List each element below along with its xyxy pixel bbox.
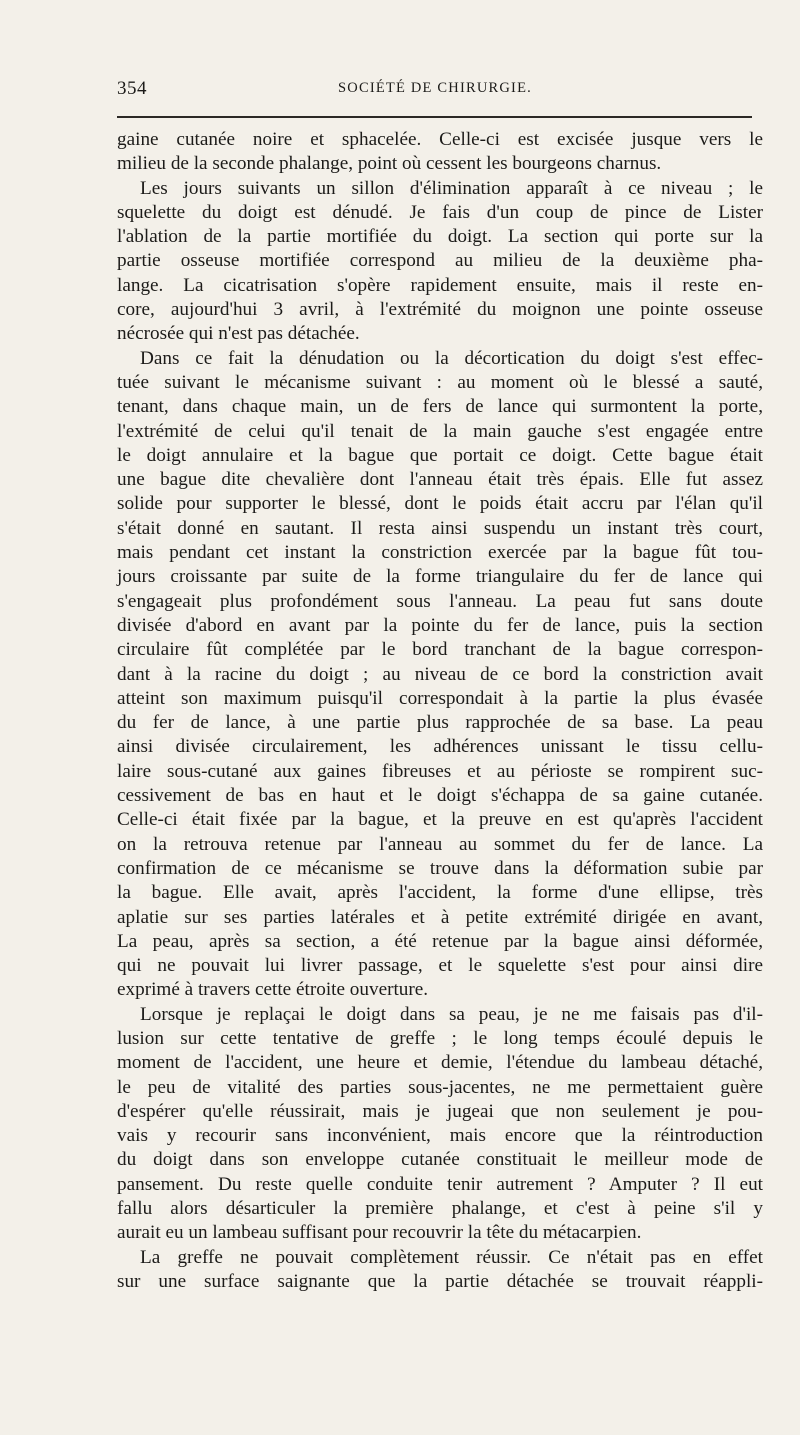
running-head [117, 78, 753, 102]
text-line: core, aujourd'hui 3 avril, à l'extrémité du moignon une pointe osseuse [117, 299, 763, 321]
text-line: aurait eu un lambeau suffisant pour recouvrir la tête du métacarpien. [117, 1222, 642, 1244]
text-line: cessivement de bas en haut et le doigt s'échappa de sa gaine cutanée. [117, 785, 763, 807]
text-line: nécrosée qui n'est pas détachée. [117, 323, 360, 345]
page-number: 354 [117, 78, 147, 99]
text-line: lusion sur cette tentative de greffe ; le long temps écoulé depuis le [117, 1027, 763, 1049]
text-line: mais pendant cet instant la constriction exercée par la bague fût tou- [117, 542, 763, 564]
text-line: partie osseuse mortifiée correspond au milieu de la deuxième pha- [117, 250, 763, 272]
text-line: solide pour supporter le blessé, dont le poids était accru par l'élan qu'il [117, 493, 763, 515]
text-line: Les jours suivants un sillon d'élimination apparaît à ce niveau ; le [140, 177, 763, 199]
text-line: une bague dite chevalière dont l'anneau était très épais. Elle fut assez [117, 469, 763, 491]
text-line: divisée d'abord en avant par la pointe du fer de lance, puis la section [117, 614, 763, 636]
text-line: fallu alors désarticuler la première phalange, et c'est à peine s'il y [117, 1198, 763, 1220]
running-title: SOCIÉTÉ DE CHIRURGIE. [338, 80, 532, 96]
text-line: tenant, dans chaque main, un de fers de lance qui surmontent la porte, [117, 396, 763, 418]
text-line: Lorsque je replaçai le doigt dans sa peau, je ne me faisais pas d'il- [140, 1003, 763, 1025]
text-line: confirmation de ce mécanisme se trouve dans la déformation subie par [117, 857, 763, 879]
text-line: vais y recourir sans inconvénient, mais encore que la réintroduction [117, 1125, 763, 1147]
text-line: tuée suivant le mécanisme suivant : au moment où le blessé a sauté, [117, 371, 763, 393]
text-line: la bague. Elle avait, après l'accident, la forme d'une ellipse, très [117, 882, 763, 904]
text-line: s'était donné en sautant. Il resta ainsi suspendu un instant très court, [117, 517, 763, 539]
text-line: l'ablation de la partie mortifiée du doigt. La section qui porte sur la [117, 226, 763, 248]
text-line: laire sous-cutané aux gaines fibreuses et au périoste se rompirent suc- [117, 760, 763, 782]
body-text [117, 128, 763, 1294]
text-line: Celle-ci était fixée par la bague, et la preuve en est qu'après l'accident [117, 809, 763, 831]
text-line: jours croissante par suite de la forme triangulaire du fer de lance qui [117, 566, 763, 588]
text-line: qui ne pouvait lui livrer passage, et le squelette s'est pour ainsi dire [117, 955, 763, 977]
text-line: La greffe ne pouvait complètement réussir. Ce n'était pas en effet [140, 1246, 763, 1268]
text-line: le peu de vitalité des parties sous-jacentes, ne me permettaient guère [117, 1076, 763, 1098]
text-line: pansement. Du reste quelle conduite tenir autrement ? Amputer ? Il eut [117, 1173, 763, 1195]
text-line: ainsi divisée circulairement, les adhérences unissant le tissu cellu- [117, 736, 763, 758]
text-line: Dans ce fait la dénudation ou la décortication du doigt s'est effec- [140, 347, 763, 369]
text-line: milieu de la seconde phalange, point où cessent les bourgeons charnus. [117, 153, 662, 175]
text-line: l'extrémité de celui qu'il tenait de la main gauche s'est engagée entre [117, 420, 763, 442]
header-rule [117, 116, 752, 118]
text-line: s'engageait plus profondément sous l'anneau. La peau fut sans doute [117, 590, 763, 612]
text-line: d'espérer qu'elle réussirait, mais je jugeai que non seulement je pou- [117, 1100, 763, 1122]
text-line: dant à la racine du doigt ; au niveau de ce bord la constriction avait [117, 663, 763, 685]
text-line: squelette du doigt est dénudé. Je fais d'un coup de pince de Lister [117, 201, 763, 223]
text-line: circulaire fût complétée par le bord tranchant de la bague correspon- [117, 639, 763, 661]
text-line: La peau, après sa section, a été retenue par la bague ainsi déformée, [117, 930, 763, 952]
text-line: lange. La cicatrisation s'opère rapidement ensuite, mais il reste en- [117, 274, 763, 296]
text-line: on la retrouva retenue par l'anneau au sommet du fer de lance. La [117, 833, 763, 855]
text-line: gaine cutanée noire et sphacelée. Celle-ci est excisée jusque vers le [117, 129, 763, 150]
text-line: aplatie sur ses parties latérales et à petite extrémité dirigée en avant, [117, 906, 763, 928]
text-line: exprimé à travers cette étroite ouverture. [117, 979, 429, 1001]
text-line: atteint son maximum puisqu'il correspondait à la partie la plus évasée [117, 687, 763, 709]
text-line: du fer de lance, à une partie plus rapprochée de sa base. La peau [117, 712, 763, 734]
text-line: sur une surface saignante que la partie détachée se trouvait réappli- [117, 1270, 763, 1292]
text-line: le doigt annulaire et la bague que portait ce doigt. Cette bague était [117, 444, 763, 466]
text-line: du doigt dans son enveloppe cutanée constituait le meilleur mode de [117, 1149, 763, 1171]
text-line: moment de l'accident, une heure et demie, l'étendue du lambeau détaché, [117, 1052, 763, 1074]
